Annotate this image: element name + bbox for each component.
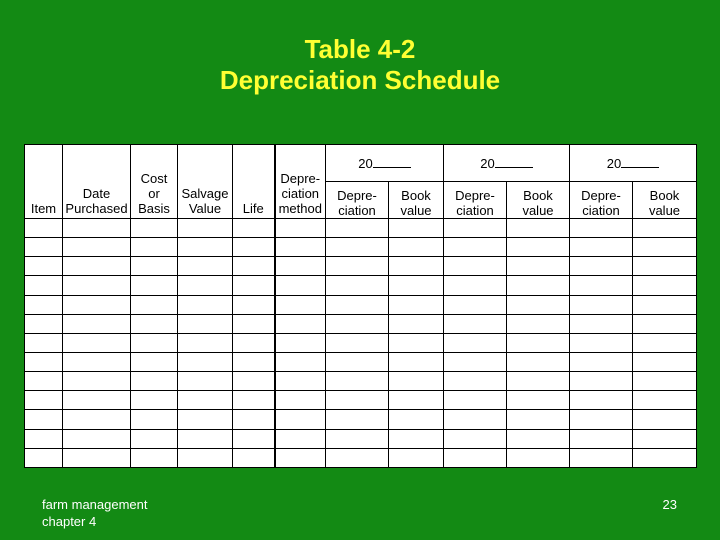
table-cell — [570, 295, 633, 314]
table-cell — [131, 314, 178, 333]
table-row — [25, 219, 697, 238]
table-row — [25, 429, 697, 448]
col-header-book-value-1: Book value — [389, 182, 444, 219]
table-cell — [63, 238, 131, 257]
table-cell — [633, 295, 697, 314]
year-group-header-1: 20 — [326, 145, 444, 182]
table-cell — [389, 238, 444, 257]
table-cell — [63, 391, 131, 410]
table-cell — [444, 429, 507, 448]
footer-course-label — [42, 496, 148, 530]
table-cell — [25, 219, 63, 238]
table-cell — [25, 410, 63, 429]
table-cell — [275, 410, 326, 429]
table-cell — [25, 276, 63, 295]
col-header-book-value-3: Book value — [633, 182, 697, 219]
table-cell — [131, 372, 178, 391]
table-cell — [275, 257, 326, 276]
table-cell — [570, 333, 633, 352]
table-cell — [507, 333, 570, 352]
table-cell — [131, 333, 178, 352]
table-cell — [233, 410, 275, 429]
table-cell — [326, 314, 389, 333]
table-cell — [178, 333, 233, 352]
table-cell — [507, 352, 570, 371]
table-cell — [507, 276, 570, 295]
table-cell — [570, 448, 633, 467]
table-cell — [507, 391, 570, 410]
table-cell — [233, 333, 275, 352]
table-cell — [444, 333, 507, 352]
table-cell — [444, 314, 507, 333]
table-cell — [233, 238, 275, 257]
table-cell — [131, 410, 178, 429]
table-cell — [326, 333, 389, 352]
table-cell — [275, 448, 326, 467]
col-header-depreciation-2: Depre- ciation — [444, 182, 507, 219]
table-cell — [444, 295, 507, 314]
table-cell — [178, 372, 233, 391]
table-cell — [25, 429, 63, 448]
table-cell — [25, 391, 63, 410]
table-row — [25, 448, 697, 467]
table-cell — [178, 391, 233, 410]
table-cell — [178, 257, 233, 276]
table-cell — [444, 276, 507, 295]
table-cell — [633, 448, 697, 467]
table-cell — [507, 219, 570, 238]
table-cell — [444, 391, 507, 410]
table-cell — [63, 219, 131, 238]
table-cell — [131, 448, 178, 467]
table-row — [25, 257, 697, 276]
table-cell — [633, 391, 697, 410]
table-cell — [633, 238, 697, 257]
table-cell — [570, 352, 633, 371]
table-cell — [507, 314, 570, 333]
table-cell — [233, 391, 275, 410]
table-row — [25, 238, 697, 257]
table-cell — [326, 352, 389, 371]
table-cell — [326, 429, 389, 448]
depreciation-schedule-table-sheet — [24, 144, 696, 468]
table-cell — [233, 314, 275, 333]
table-cell — [570, 372, 633, 391]
table-cell — [326, 257, 389, 276]
table-cell — [633, 429, 697, 448]
col-header-depreciation-1: Depre- ciation — [326, 182, 389, 219]
table-cell — [507, 238, 570, 257]
table-cell — [131, 391, 178, 410]
title-line-2: Depreciation Schedule — [219, 65, 501, 95]
table-cell — [178, 219, 233, 238]
table-cell — [275, 314, 326, 333]
table-cell — [131, 429, 178, 448]
table-row — [25, 391, 697, 410]
table-cell — [444, 257, 507, 276]
table-cell — [326, 219, 389, 238]
table-cell — [63, 333, 131, 352]
year-group-header-3: 20 — [570, 145, 697, 182]
table-cell — [389, 257, 444, 276]
table-row — [25, 295, 697, 314]
table-cell — [63, 314, 131, 333]
table-cell — [633, 333, 697, 352]
table-cell — [275, 238, 326, 257]
table-cell — [444, 448, 507, 467]
table-cell — [507, 448, 570, 467]
table-cell — [275, 372, 326, 391]
table-cell — [389, 333, 444, 352]
table-cell — [25, 352, 63, 371]
col-header-salvage-value: Salvage Value — [178, 145, 233, 219]
table-cell — [178, 448, 233, 467]
table-cell — [178, 295, 233, 314]
table-cell — [131, 257, 178, 276]
depreciation-schedule-table — [24, 144, 697, 468]
table-cell — [275, 276, 326, 295]
year-blank-line — [373, 156, 411, 168]
col-header-date-purchased: Date Purchased — [63, 145, 131, 219]
col-header-cost-or-basis: Cost or Basis — [131, 145, 178, 219]
table-cell — [275, 352, 326, 371]
table-cell — [63, 429, 131, 448]
table-cell — [633, 276, 697, 295]
table-row — [25, 352, 697, 371]
table-row — [25, 333, 697, 352]
table-cell — [570, 276, 633, 295]
table-cell — [507, 429, 570, 448]
table-cell — [570, 391, 633, 410]
table-cell — [25, 314, 63, 333]
table-cell — [326, 372, 389, 391]
table-cell — [570, 314, 633, 333]
table-cell — [63, 276, 131, 295]
table-cell — [233, 219, 275, 238]
table-cell — [444, 410, 507, 429]
table-cell — [389, 448, 444, 467]
title-line-1: Table 4-2 — [304, 34, 416, 64]
table-cell — [233, 448, 275, 467]
table-cell — [444, 238, 507, 257]
table-row — [25, 314, 697, 333]
table-row — [25, 372, 697, 391]
table-cell — [25, 257, 63, 276]
table-cell — [178, 410, 233, 429]
table-cell — [275, 429, 326, 448]
table-cell — [233, 429, 275, 448]
table-cell — [570, 219, 633, 238]
table-cell — [633, 372, 697, 391]
table-cell — [63, 410, 131, 429]
col-header-item: Item — [25, 145, 63, 219]
col-header-life: Life — [233, 145, 275, 219]
table-cell — [275, 295, 326, 314]
table-cell — [326, 276, 389, 295]
table-cell — [233, 276, 275, 295]
table-body — [25, 219, 697, 468]
year-blank-line — [495, 156, 533, 168]
table-cell — [389, 391, 444, 410]
table-cell — [63, 257, 131, 276]
table-cell — [389, 276, 444, 295]
table-cell — [444, 219, 507, 238]
table-cell — [507, 257, 570, 276]
table-cell — [233, 352, 275, 371]
table-cell — [507, 295, 570, 314]
col-header-book-value-2: Book value — [507, 182, 570, 219]
table-cell — [25, 372, 63, 391]
table-cell — [178, 429, 233, 448]
table-cell — [444, 372, 507, 391]
table-cell — [131, 219, 178, 238]
table-cell — [233, 257, 275, 276]
table-cell — [178, 314, 233, 333]
table-cell — [131, 295, 178, 314]
table-cell — [25, 238, 63, 257]
table-cell — [63, 372, 131, 391]
table-cell — [326, 295, 389, 314]
table-cell — [25, 448, 63, 467]
table-cell — [275, 391, 326, 410]
table-cell — [326, 410, 389, 429]
table-cell — [63, 352, 131, 371]
table-cell — [444, 352, 507, 371]
table-cell — [131, 238, 178, 257]
table-cell — [131, 352, 178, 371]
table-cell — [326, 448, 389, 467]
table-cell — [633, 219, 697, 238]
table-cell — [131, 276, 178, 295]
table-cell — [25, 333, 63, 352]
table-cell — [633, 257, 697, 276]
table-cell — [389, 314, 444, 333]
table-cell — [389, 372, 444, 391]
table-cell — [389, 410, 444, 429]
table-cell — [389, 295, 444, 314]
table-cell — [507, 372, 570, 391]
table-cell — [63, 448, 131, 467]
table-cell — [633, 410, 697, 429]
slide-page-number: 23 — [662, 497, 677, 512]
table-cell — [570, 238, 633, 257]
table-cell — [275, 219, 326, 238]
table-cell — [233, 372, 275, 391]
col-header-depreciation-3: Depre- ciation — [570, 182, 633, 219]
slide-title — [0, 34, 720, 96]
table-cell — [507, 410, 570, 429]
table-cell — [178, 352, 233, 371]
table-row — [25, 410, 697, 429]
table-cell — [633, 352, 697, 371]
year-group-header-2: 20 — [444, 145, 570, 182]
table-cell — [389, 429, 444, 448]
table-cell — [326, 391, 389, 410]
col-header-depreciation-method: Depre- ciation method — [275, 145, 326, 219]
table-row — [25, 276, 697, 295]
table-cell — [233, 295, 275, 314]
table-cell — [389, 352, 444, 371]
table-cell — [570, 410, 633, 429]
footer-line-2: chapter 4 — [42, 514, 97, 529]
table-cell — [178, 276, 233, 295]
table-cell — [275, 333, 326, 352]
table-cell — [326, 238, 389, 257]
table-cell — [633, 314, 697, 333]
table-cell — [389, 219, 444, 238]
table-cell — [570, 257, 633, 276]
table-cell — [63, 295, 131, 314]
footer-line-1: farm management — [42, 497, 148, 512]
table-cell — [178, 238, 233, 257]
table-cell — [570, 429, 633, 448]
year-blank-line — [621, 156, 659, 168]
table-cell — [25, 295, 63, 314]
